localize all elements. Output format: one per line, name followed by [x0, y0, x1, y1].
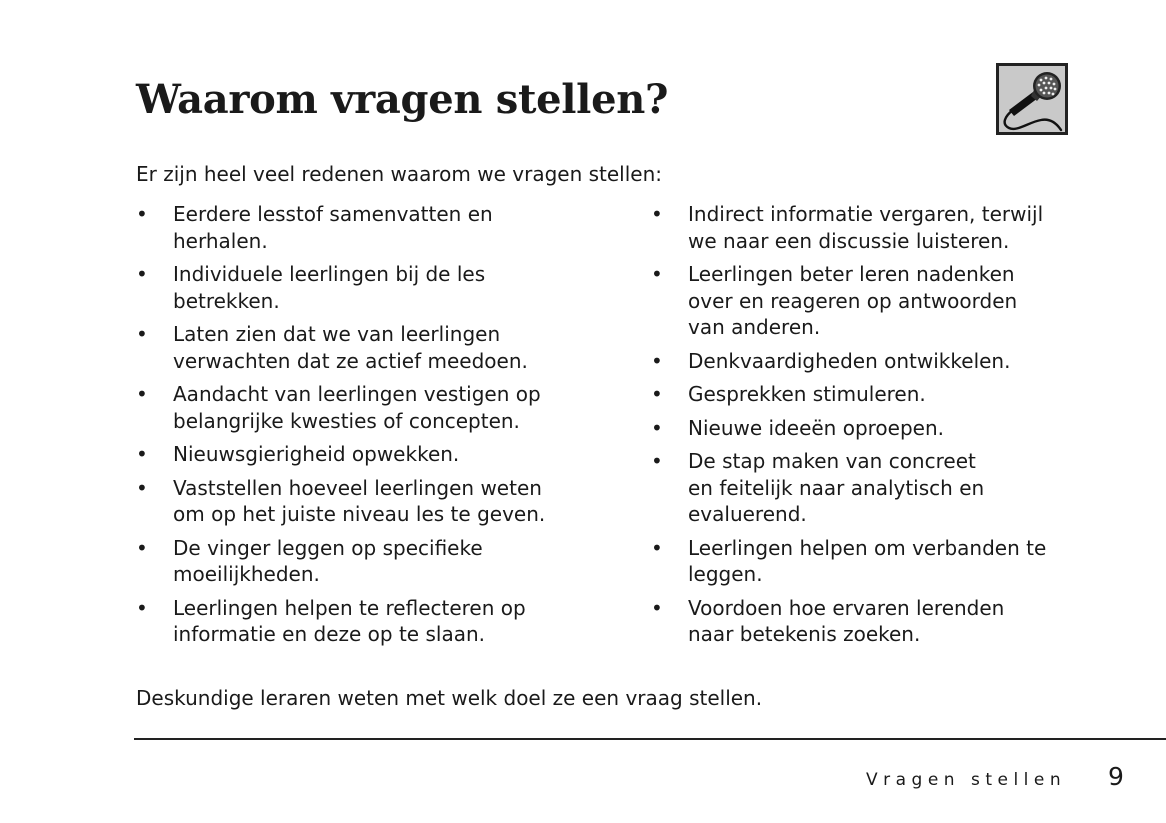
list-item [136, 475, 616, 528]
list-item [651, 381, 1111, 408]
bullet: • [651, 449, 663, 473]
list-item-text: Nieuwsgierigheid opwekken. [173, 442, 460, 466]
bullet: • [136, 595, 148, 620]
list-item-text: De stap maken van concreet en feitelijk naar analytisch en evaluerend. [688, 449, 985, 526]
bullet: • [651, 348, 663, 373]
bullet: • [136, 322, 148, 346]
bullet: • [136, 202, 148, 226]
bullet: • [136, 475, 148, 500]
list-item [136, 321, 616, 374]
list-item-text: Leerlingen helpen om verbanden te leggen. [688, 535, 1047, 586]
list-item-text: Eerdere lesstof samenvatten en herhalen. [173, 202, 493, 253]
list-item-text: Indirect informatie vergaren, terwijl we naar een discussie luisteren. [688, 202, 1044, 253]
list-item [651, 261, 1111, 341]
list-item-text: Leerlingen beter leren nadenken over en reageren op antwoorden van anderen. [688, 262, 1018, 339]
list-item-text: Vaststellen hoeveel leerlingen weten om op het juiste niveau les te geven. [173, 475, 546, 526]
list-item-text: Denkvaardigheden ontwikkelen. [688, 348, 1011, 373]
intro-text: Er zijn heel veel redenen waarom we vragen stellen: [136, 162, 663, 186]
list-item [136, 441, 616, 468]
list-item-text: Laten zien dat we van leerlingen verwachten dat ze actief meedoen. [173, 322, 528, 373]
microphone-icon [996, 63, 1068, 135]
page-title: Waarom vragen stellen? [136, 76, 669, 123]
list-item-text: Aandacht van leerlingen vestigen op belangrijke kwesties of concepten. [173, 382, 541, 433]
list-item [651, 535, 1111, 588]
closing-text: Deskundige leraren weten met welk doel ze een vraag stellen. [136, 686, 763, 710]
list-item [651, 415, 1111, 442]
list-item [136, 535, 616, 588]
bullet: • [651, 535, 663, 560]
bullet: • [651, 262, 663, 286]
list-item-text: Voordoen hoe ervaren lerenden naar betekenis zoeken. [688, 595, 1005, 646]
list-item [136, 261, 616, 314]
list-item [136, 201, 616, 254]
list-item-text: Nieuwe ideeën oproepen. [688, 415, 945, 440]
list-item [651, 595, 1111, 648]
bullet: • [136, 535, 148, 560]
page-number: 9 [1108, 762, 1124, 791]
list-item-text: Individuele leerlingen bij de les betrekken. [173, 262, 486, 313]
footer-divider [134, 738, 1166, 740]
list-item-text: De vinger leggen op specifieke moeilijkheden. [173, 535, 483, 586]
bullet: • [651, 595, 663, 620]
list-item [651, 348, 1111, 375]
bullet: • [136, 442, 148, 466]
bullet: • [136, 382, 148, 406]
bullet: • [651, 382, 663, 406]
running-title: Vragen stellen [866, 770, 1067, 790]
bullet: • [651, 415, 663, 440]
list-item [136, 381, 616, 434]
list-item-text: Leerlingen helpen te reflecteren op informatie en deze op te slaan. [173, 595, 526, 646]
reasons-list-left [136, 201, 616, 655]
list-item [136, 595, 616, 648]
bullet: • [651, 202, 663, 226]
list-item [651, 201, 1111, 254]
list-item-text: Gesprekken stimuleren. [688, 382, 926, 406]
reasons-list-right [651, 201, 1111, 655]
list-item [651, 448, 1111, 528]
bullet: • [136, 262, 148, 286]
